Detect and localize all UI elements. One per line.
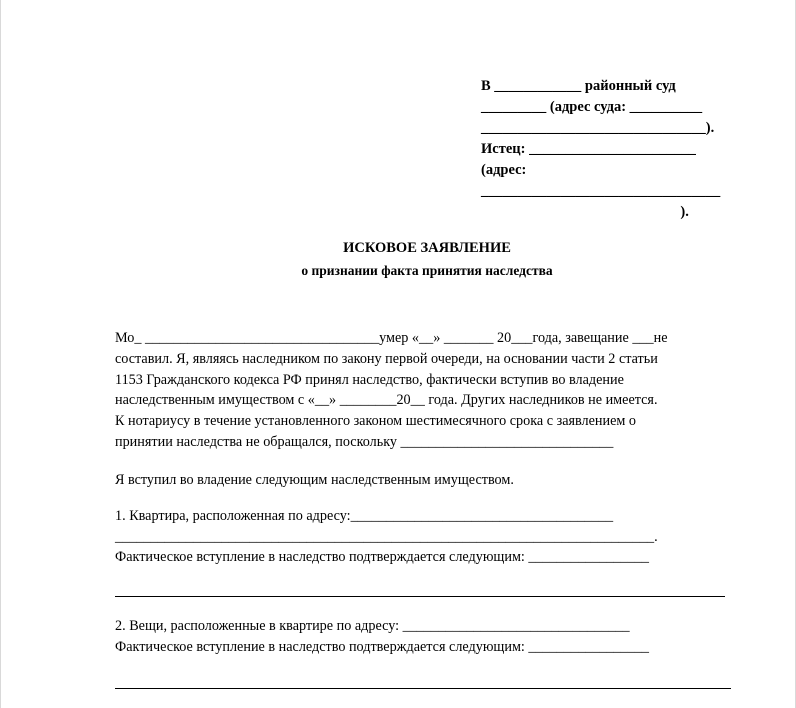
- apartment-address-line: 1. Квартира, расположенная по адресу:_____________________________________: [115, 508, 614, 524]
- property-intro-text: Я вступил во владение следующим наследственным имуществом.: [115, 472, 514, 488]
- property-intro: [115, 470, 755, 491]
- paragraph-line: К нотариусу в течение установленного законом шестимесячного срока с заявлением о: [115, 413, 637, 430]
- paragraph-line: составил. Я, являясь наследником по закону первой очереди, на основании части 2 статьи: [115, 350, 658, 367]
- apartment-proof-text: Фактическое вступление в наследство подтверждается следующим: _________________: [115, 549, 650, 565]
- court-name-line: В ____________ районный суд: [481, 78, 676, 94]
- apartment-address-blank: ____________________________________________________________________________.: [115, 528, 658, 545]
- court-address-line: _________ (адрес суда: __________: [481, 99, 703, 115]
- court-address-continuation: _______________________________).: [481, 120, 715, 136]
- belongings-proof-text: Фактическое вступление в наследство подтверждается следующим: _________________: [115, 638, 650, 655]
- plaintiff-line: Истец: _______________________: [481, 141, 696, 157]
- paragraph-line: Мо_ _________________________________умер «__» _______ 20___года, завещание ___не: [115, 330, 668, 346]
- plaintiff-address-blank: _________________________________: [481, 183, 721, 199]
- apartment-proof: [115, 547, 755, 568]
- paragraph-line: принятии наследства не обращался, поскольку ______________________________: [115, 433, 614, 450]
- apartment-proof-blank: [115, 596, 725, 598]
- paragraph-line: наследственным имуществом с «__» ________20__ года. Других наследников не имеется.: [115, 392, 658, 409]
- main-paragraph: [115, 328, 755, 453]
- belongings-address-line: 2. Вещи, расположенные в квартире по адресу: ________________________________: [115, 618, 630, 634]
- document-subtitle: о признании факта принятия наследства: [301, 263, 553, 278]
- item-belongings: [115, 616, 755, 658]
- item-apartment: [115, 506, 755, 548]
- belongings-proof-blank: [115, 688, 731, 690]
- court-address-block: [481, 76, 751, 223]
- plaintiff-address-close: ).: [481, 204, 689, 220]
- document-title: ИСКОВОЕ ЗАЯВЛЕНИЕ: [343, 240, 511, 256]
- paragraph-line: 1153 Гражданского кодекса РФ принял наследство, фактически вступив во владение: [115, 371, 624, 388]
- plaintiff-address-label: (адрес:: [481, 162, 527, 178]
